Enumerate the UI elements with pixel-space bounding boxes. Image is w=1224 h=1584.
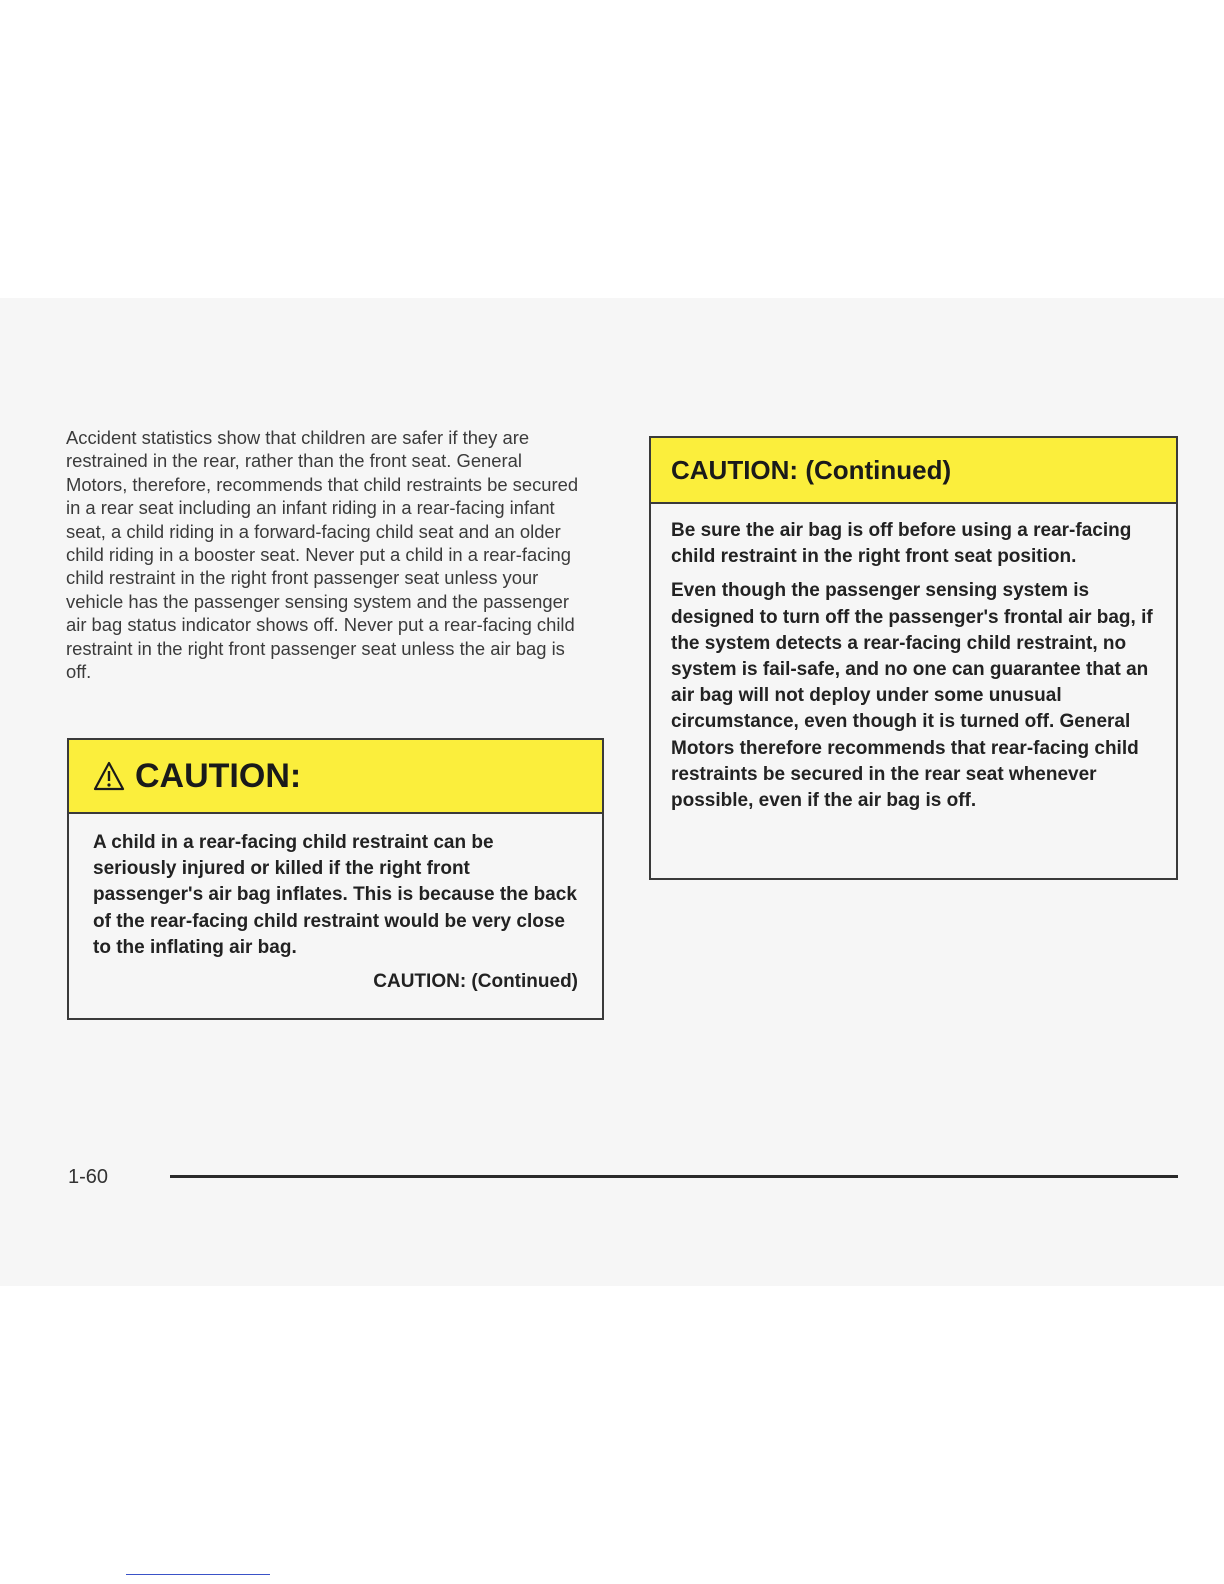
caution-body bbox=[69, 814, 602, 995]
warning-triangle-icon bbox=[93, 761, 125, 791]
caution-title: CAUTION: bbox=[135, 756, 302, 795]
caution-header bbox=[69, 740, 602, 814]
caution-paragraph-1: Be sure the air bag is off before using a rear-facing child restraint in the right front seat position. bbox=[671, 520, 1132, 568]
caution-continued-body bbox=[651, 504, 1176, 814]
footer-rule bbox=[170, 1175, 1178, 1178]
caution-continued-box bbox=[649, 436, 1178, 880]
caution-text: A child in a rear-facing child restraint can be seriously injured or killed if the right front passenger's air bag inflates. This is because the back of the rear-facing child restraint would be very close to the inflating air bag. bbox=[93, 832, 577, 958]
intro-paragraph: Accident statistics show that children are safer if they are restrained in the rear, rather than the front seat. General Motors, therefore, recommends that child restraints be secured in a rear seat including an infant riding in a rear-facing infant seat, a child riding in a forward-facing child seat and an older child riding in a booster seat. Never put a child in a rear-facing child restraint in the right front passenger seat unless your vehicle has the passenger sensing system and the passenger air bag status indicator shows off. Never put a rear-facing child restraint in the right front passenger seat unless the air bag is off. bbox=[66, 427, 579, 683]
link-underline[interactable] bbox=[126, 1574, 270, 1575]
caution-box bbox=[67, 738, 604, 1020]
page-number: 1-60 bbox=[68, 1166, 109, 1188]
caution-continued-title: CAUTION: (Continued) bbox=[671, 454, 952, 485]
caution-continued-note: CAUTION: (Continued) bbox=[373, 971, 578, 993]
caution-continued-header bbox=[651, 438, 1176, 504]
caution-paragraph-2: Even though the passenger sensing system is designed to turn off the passenger's frontal air bag, if the system detects a rear-facing child restraint, no system is fail-safe, and no one can guarantee that an air bag will not deploy under some unusual circumstance, even though it is turned off. General Motors therefore recommends that rear-facing child restraints be secured in the rear seat whenever possible, even if the air bag is off. bbox=[671, 580, 1153, 812]
